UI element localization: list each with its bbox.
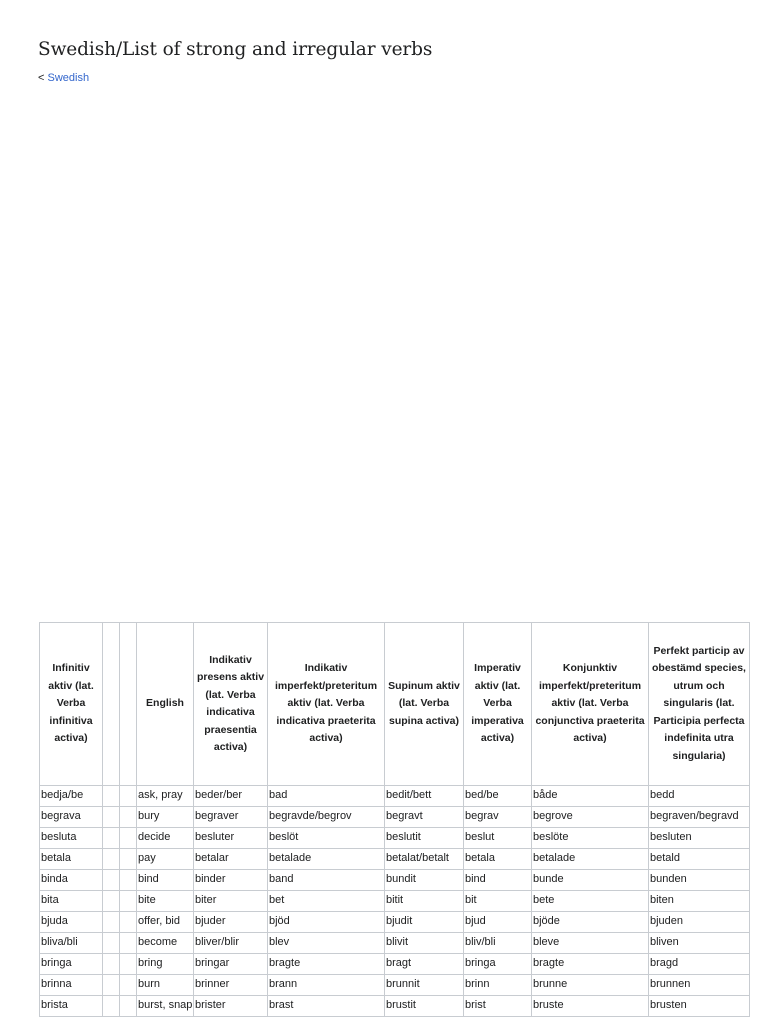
header-row — [40, 623, 750, 786]
cell-preteritum: beslöt — [268, 828, 385, 849]
cell-preteritum: bragte — [268, 954, 385, 975]
header-infinitiv: Infinitiv aktiv (lat. Verba infinitiva activa) — [40, 623, 103, 786]
cell-konjunktiv: bruste — [532, 996, 649, 1017]
cell-imperativ: bed/be — [464, 786, 532, 807]
verb-table-body — [40, 786, 750, 1017]
cell-imperativ: begrav — [464, 807, 532, 828]
table-row — [40, 807, 750, 828]
verb-table-container — [39, 622, 768, 1017]
cell-imperativ: bringa — [464, 954, 532, 975]
cell-blank-2 — [120, 912, 137, 933]
table-row — [40, 933, 750, 954]
cell-infinitiv: bita — [40, 891, 103, 912]
cell-blank-1 — [103, 996, 120, 1017]
cell-preteritum: betalade — [268, 849, 385, 870]
cell-konjunktiv: bleve — [532, 933, 649, 954]
header-presens: Indikativ presens aktiv (lat. Verba indicativa praesentia activa) — [194, 623, 268, 786]
header-imperativ: Imperativ aktiv (lat. Verba imperativa activa) — [464, 623, 532, 786]
cell-supinum: blivit — [385, 933, 464, 954]
cell-presens: biter — [194, 891, 268, 912]
cell-konjunktiv: både — [532, 786, 649, 807]
cell-presens: beder/ber — [194, 786, 268, 807]
cell-english: decide — [137, 828, 194, 849]
cell-blank-2 — [120, 933, 137, 954]
table-row — [40, 954, 750, 975]
table-row — [40, 891, 750, 912]
cell-presens: binder — [194, 870, 268, 891]
cell-blank-2 — [120, 828, 137, 849]
cell-konjunktiv: begrove — [532, 807, 649, 828]
cell-konjunktiv: bete — [532, 891, 649, 912]
cell-konjunktiv: betalade — [532, 849, 649, 870]
table-row — [40, 996, 750, 1017]
breadcrumb-prefix: < — [38, 72, 48, 84]
cell-perfekt-particip: bunden — [649, 870, 750, 891]
cell-perfekt-particip: besluten — [649, 828, 750, 849]
cell-infinitiv: brinna — [40, 975, 103, 996]
cell-english: become — [137, 933, 194, 954]
cell-konjunktiv: brunne — [532, 975, 649, 996]
breadcrumb — [38, 72, 89, 84]
cell-perfekt-particip: bjuden — [649, 912, 750, 933]
cell-supinum: bjudit — [385, 912, 464, 933]
cell-preteritum: brast — [268, 996, 385, 1017]
cell-imperativ: brist — [464, 996, 532, 1017]
cell-english: bring — [137, 954, 194, 975]
cell-supinum: bragt — [385, 954, 464, 975]
cell-supinum: brunnit — [385, 975, 464, 996]
cell-blank-1 — [103, 870, 120, 891]
cell-presens: bjuder — [194, 912, 268, 933]
cell-imperativ: bjud — [464, 912, 532, 933]
cell-blank-1 — [103, 933, 120, 954]
cell-english: burst, snap — [137, 996, 194, 1017]
cell-perfekt-particip: brunnen — [649, 975, 750, 996]
cell-preteritum: blev — [268, 933, 385, 954]
cell-supinum: bundit — [385, 870, 464, 891]
cell-english: pay — [137, 849, 194, 870]
cell-preteritum: brann — [268, 975, 385, 996]
cell-imperativ: brinn — [464, 975, 532, 996]
cell-preteritum: bet — [268, 891, 385, 912]
cell-perfekt-particip: bragd — [649, 954, 750, 975]
cell-konjunktiv: bunde — [532, 870, 649, 891]
cell-perfekt-particip: begraven/begravd — [649, 807, 750, 828]
cell-supinum: bedit/bett — [385, 786, 464, 807]
cell-preteritum: bad — [268, 786, 385, 807]
cell-infinitiv: bjuda — [40, 912, 103, 933]
cell-infinitiv: bedja/be — [40, 786, 103, 807]
table-row — [40, 828, 750, 849]
cell-perfekt-particip: biten — [649, 891, 750, 912]
cell-english: bind — [137, 870, 194, 891]
cell-konjunktiv: beslöte — [532, 828, 649, 849]
header-english: English — [137, 623, 194, 786]
cell-blank-2 — [120, 786, 137, 807]
cell-imperativ: betala — [464, 849, 532, 870]
cell-english: burn — [137, 975, 194, 996]
cell-blank-2 — [120, 891, 137, 912]
cell-infinitiv: begrava — [40, 807, 103, 828]
cell-english: bite — [137, 891, 194, 912]
cell-english: bury — [137, 807, 194, 828]
cell-blank-1 — [103, 807, 120, 828]
verb-table — [39, 622, 750, 1017]
table-row — [40, 870, 750, 891]
header-blank-1 — [103, 623, 120, 786]
cell-perfekt-particip: bedd — [649, 786, 750, 807]
header-preteritum: Indikativ imperfekt/preteritum aktiv (lat. Verba indicativa praeterita activa) — [268, 623, 385, 786]
cell-supinum: betalat/betalt — [385, 849, 464, 870]
cell-blank-1 — [103, 891, 120, 912]
page-title: Swedish/List of strong and irregular verbs — [38, 39, 433, 60]
table-row — [40, 786, 750, 807]
cell-supinum: brustit — [385, 996, 464, 1017]
cell-blank-2 — [120, 954, 137, 975]
cell-supinum: bitit — [385, 891, 464, 912]
cell-supinum: begravt — [385, 807, 464, 828]
table-row — [40, 849, 750, 870]
cell-imperativ: bind — [464, 870, 532, 891]
cell-blank-1 — [103, 849, 120, 870]
cell-konjunktiv: bragte — [532, 954, 649, 975]
cell-english: offer, bid — [137, 912, 194, 933]
cell-perfekt-particip: bliven — [649, 933, 750, 954]
cell-presens: brister — [194, 996, 268, 1017]
cell-blank-1 — [103, 912, 120, 933]
breadcrumb-link-swedish[interactable]: Swedish — [47, 72, 90, 84]
header-supinum: Supinum aktiv (lat. Verba supina activa) — [385, 623, 464, 786]
cell-presens: brinner — [194, 975, 268, 996]
cell-blank-1 — [103, 786, 120, 807]
cell-infinitiv: besluta — [40, 828, 103, 849]
table-row — [40, 975, 750, 996]
cell-infinitiv: bliva/bli — [40, 933, 103, 954]
cell-preteritum: begravde/begrov — [268, 807, 385, 828]
cell-presens: bliver/blir — [194, 933, 268, 954]
cell-preteritum: band — [268, 870, 385, 891]
cell-imperativ: bliv/bli — [464, 933, 532, 954]
header-perfekt-particip: Perfekt particip av obestämd species, utrum och singularis (lat. Participia perfecta indefinita utra singularia) — [649, 623, 750, 786]
cell-presens: bringar — [194, 954, 268, 975]
cell-infinitiv: binda — [40, 870, 103, 891]
cell-blank-1 — [103, 954, 120, 975]
cell-konjunktiv: bjöde — [532, 912, 649, 933]
cell-blank-2 — [120, 849, 137, 870]
cell-blank-2 — [120, 807, 137, 828]
cell-blank-1 — [103, 828, 120, 849]
cell-perfekt-particip: betald — [649, 849, 750, 870]
cell-infinitiv: betala — [40, 849, 103, 870]
cell-blank-2 — [120, 975, 137, 996]
cell-blank-1 — [103, 975, 120, 996]
cell-blank-2 — [120, 870, 137, 891]
cell-english: ask, pray — [137, 786, 194, 807]
table-row — [40, 912, 750, 933]
cell-imperativ: beslut — [464, 828, 532, 849]
cell-perfekt-particip: brusten — [649, 996, 750, 1017]
cell-preteritum: bjöd — [268, 912, 385, 933]
cell-supinum: beslutit — [385, 828, 464, 849]
header-blank-2 — [120, 623, 137, 786]
header-konjunktiv: Konjunktiv imperfekt/preteritum aktiv (lat. Verba conjunctiva praeterita activa) — [532, 623, 649, 786]
cell-blank-2 — [120, 996, 137, 1017]
cell-presens: betalar — [194, 849, 268, 870]
cell-imperativ: bit — [464, 891, 532, 912]
cell-infinitiv: bringa — [40, 954, 103, 975]
cell-presens: begraver — [194, 807, 268, 828]
cell-infinitiv: brista — [40, 996, 103, 1017]
cell-presens: besluter — [194, 828, 268, 849]
